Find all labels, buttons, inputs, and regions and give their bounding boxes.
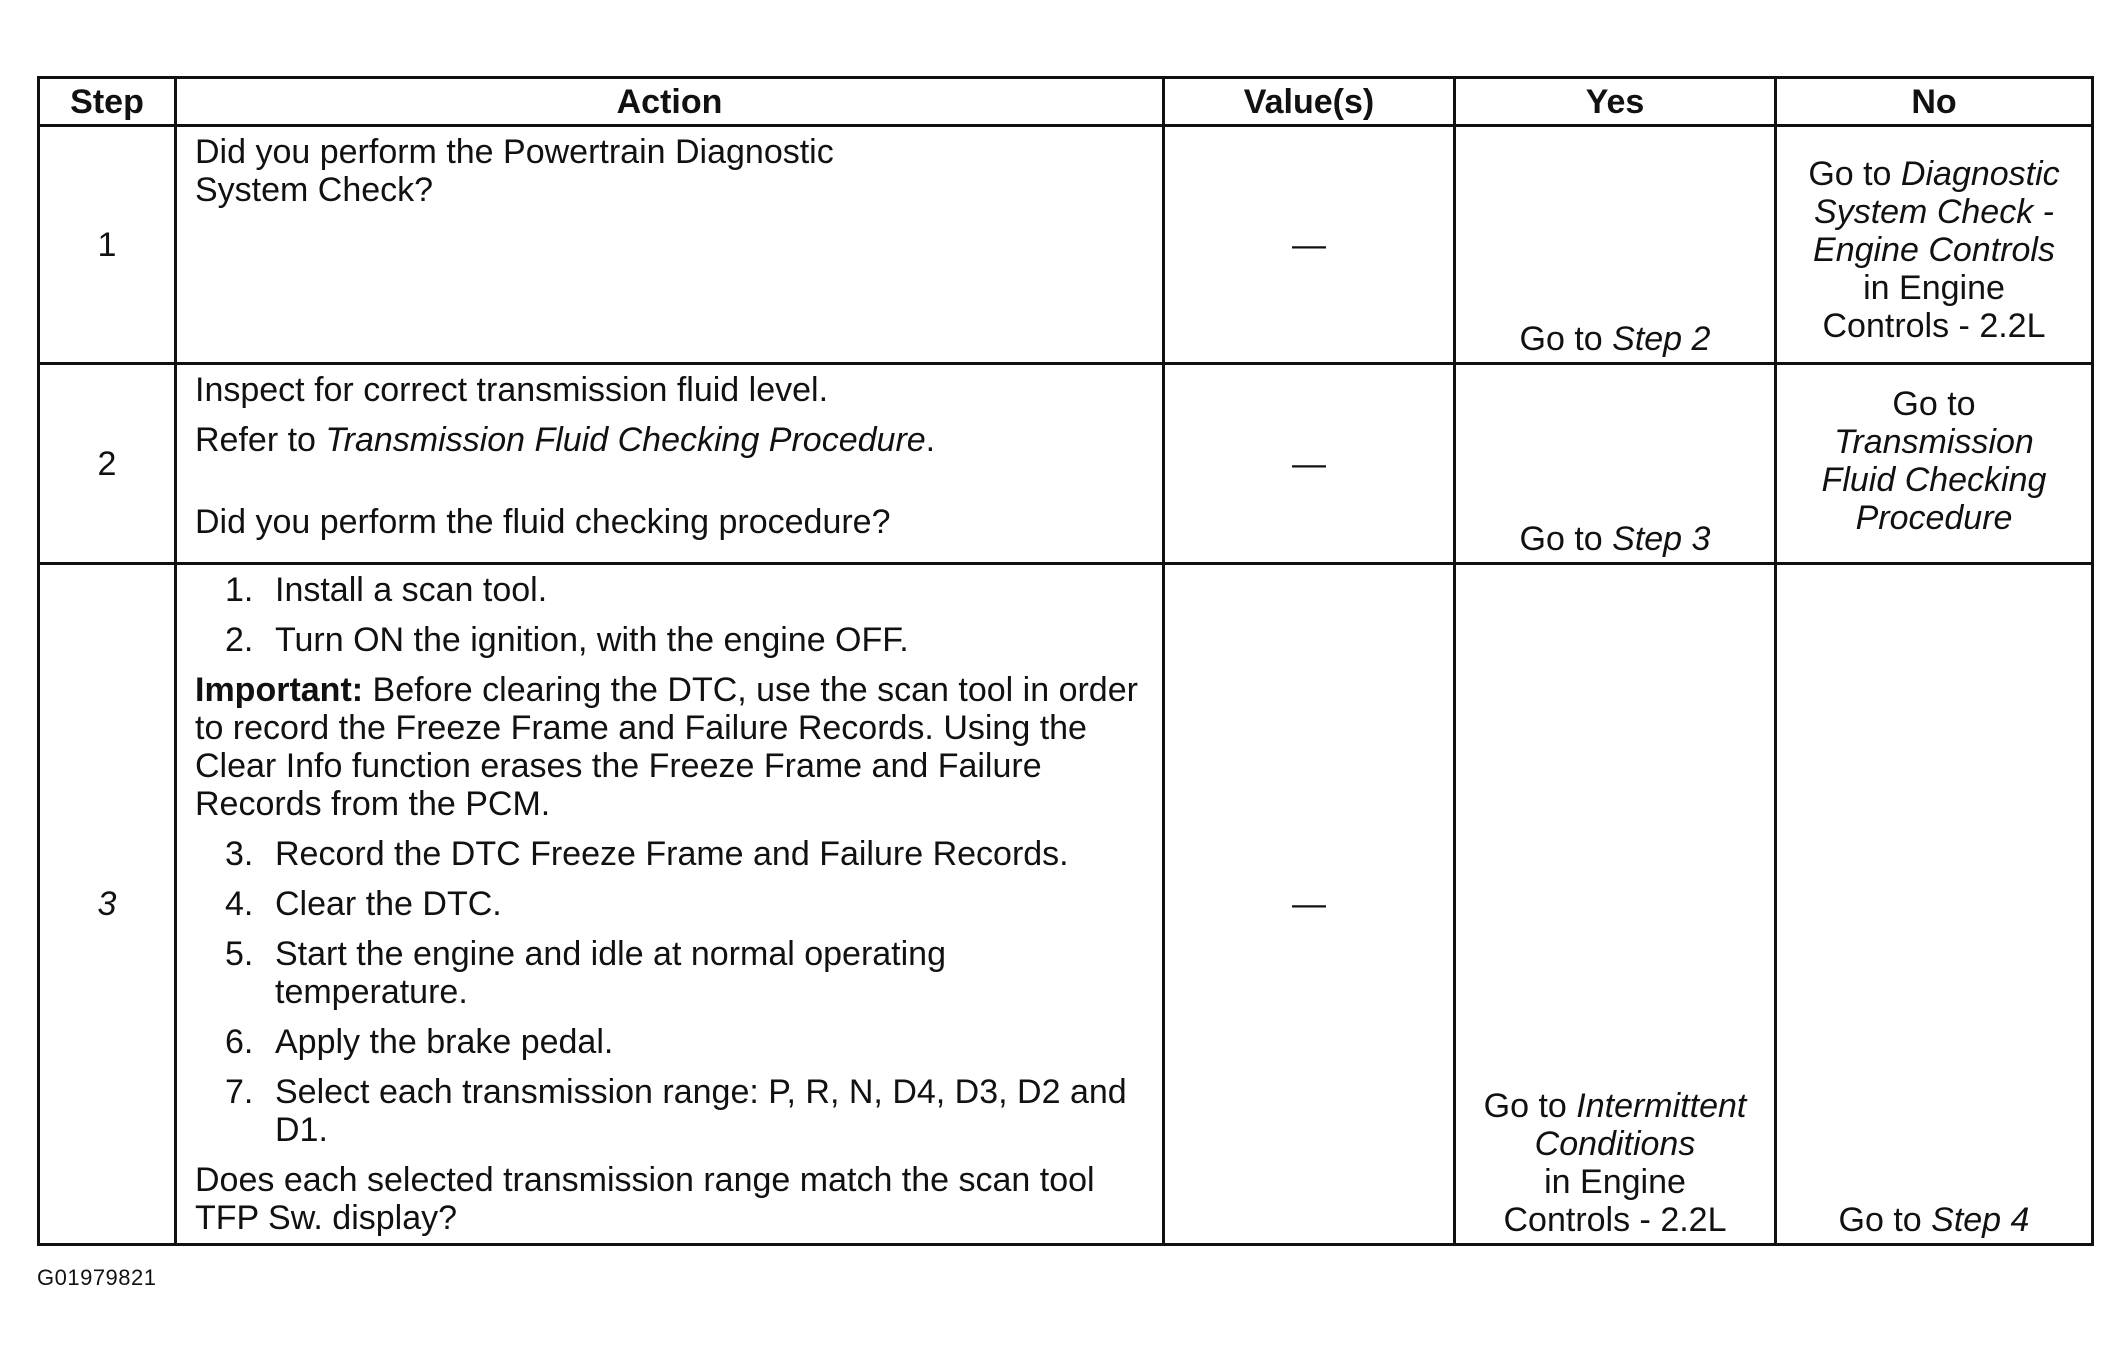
action-cell [176, 564, 1164, 1245]
yes-prefix: Go to [1483, 1087, 1577, 1125]
table-row [39, 364, 2093, 564]
no-link-diagnostic-system-check[interactable]: Diagnostic System Check - Engine Controls [1813, 155, 2060, 269]
list-item: 5. Start the engine and idle at normal operating temperature. [225, 935, 947, 1011]
action-line: System Check? [195, 171, 434, 209]
yes-prefix: Go to [1519, 320, 1613, 358]
list-item: 3. Record the DTC Freeze Frame and Failure Records. [225, 835, 1069, 873]
yes-cell [1455, 364, 1776, 564]
no-link-step-4[interactable]: Step 4 [1931, 1201, 2030, 1239]
yes-prefix: Go to [1519, 520, 1613, 558]
important-label: Important: [195, 671, 364, 709]
header-yes: Yes [1455, 78, 1776, 126]
table-row [39, 564, 2093, 1245]
step-number: 2 [39, 364, 176, 564]
table-row [39, 126, 2093, 364]
action-line: Did you perform the Powertrain Diagnostic [195, 133, 834, 171]
action-question: Did you perform the fluid checking procedure? [195, 503, 891, 541]
yes-link-step-3[interactable]: Step 3 [1612, 520, 1711, 558]
step-number: 3 [39, 564, 176, 1245]
action-cell [176, 126, 1164, 364]
no-prefix: Go to [1808, 155, 1901, 193]
action-cell [176, 364, 1164, 564]
header-step: Step [39, 78, 176, 126]
yes-link-step-2[interactable]: Step 2 [1612, 320, 1711, 358]
yes-cell [1455, 126, 1776, 364]
header-values: Value(s) [1164, 78, 1455, 126]
no-cell [1776, 126, 2093, 364]
list-item: 6. Apply the brake pedal. [225, 1023, 614, 1061]
list-item: 7. Select each transmission range: P, R, N, D4, D3, D2 and D1. [225, 1073, 1127, 1149]
no-link-transmission-fluid-checking[interactable]: Transmission Fluid Checking Procedure [1821, 423, 2047, 537]
no-prefix: Go to [1838, 1201, 1932, 1239]
list-item: 1. Install a scan tool. [225, 571, 548, 609]
yes-suffix: Controls - 2.2L [1503, 1201, 1727, 1239]
value-cell: — [1164, 564, 1455, 1245]
important-note [195, 671, 1146, 823]
header-action: Action [176, 78, 1164, 126]
no-cell [1776, 364, 2093, 564]
action-text: Inspect for correct transmission fluid level. [195, 371, 829, 409]
list-item: 2. Turn ON the ignition, with the engine OFF. [225, 621, 909, 659]
steps-list-b [195, 835, 1146, 1149]
yes-link-intermittent-conditions[interactable]: Intermittent Conditions [1534, 1087, 1747, 1163]
link-transmission-fluid-checking-procedure[interactable]: Transmission Fluid Checking Procedure [325, 421, 926, 459]
header-row [39, 78, 2093, 126]
no-suffix: Controls - 2.2L [1822, 307, 2046, 345]
value-cell: — [1164, 126, 1455, 364]
important-text: Before clearing the DTC, use the scan tool in order to record the Freeze Frame and Failure Records. Using the Clear Info function erases the Freeze Frame and Failure Records from the PCM. [195, 671, 1138, 823]
step-number: 1 [39, 126, 176, 364]
action-text [195, 133, 1146, 209]
action-refer: Refer to Transmission Fluid Checking Procedure. [195, 421, 936, 459]
figure-code: G01979821 [37, 1265, 157, 1290]
value-cell: — [1164, 364, 1455, 564]
no-prefix: Go to [1892, 385, 1976, 423]
list-item: 4. Clear the DTC. [225, 885, 502, 923]
action-question: Does each selected transmission range match the scan tool TFP Sw. display? [195, 1161, 1095, 1237]
yes-suffix: in Engine [1544, 1163, 1686, 1201]
yes-cell [1455, 564, 1776, 1245]
header-no: No [1776, 78, 2093, 126]
steps-list-a [195, 571, 1146, 659]
no-cell [1776, 564, 2093, 1245]
diagnostic-table [37, 76, 2094, 1246]
no-suffix: in Engine [1863, 269, 2005, 307]
